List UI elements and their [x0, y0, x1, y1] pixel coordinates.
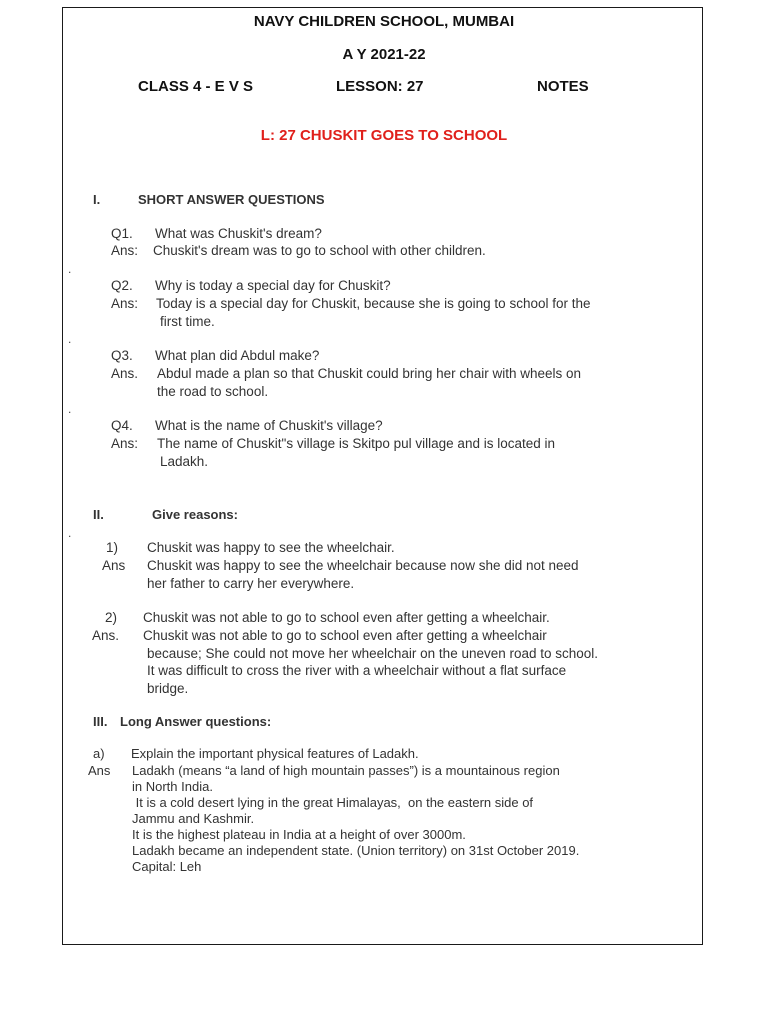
reason-2-ans-line: It was difficult to cross the river with a wheelchair without a flat surface	[147, 663, 567, 678]
q2-label: Q2.	[111, 278, 133, 293]
section-2-number: II.	[93, 507, 104, 522]
long-a-ans-line: It is the highest plateau in India at a height of over 3000m.	[132, 827, 466, 842]
q2-ans-line: Today is a special day for Chuskit, because she is going to school for the	[156, 296, 591, 311]
section-1-title: SHORT ANSWER QUESTIONS	[138, 192, 325, 207]
q4-text: What is the name of Chuskit's village?	[155, 418, 383, 433]
reason-2-ans-line: Chuskit was not able to go to school even after getting a wheelchair	[143, 628, 547, 643]
margin-dot: .	[68, 526, 72, 540]
section-3-number: III.	[93, 714, 108, 729]
lesson-label: LESSON: 27	[336, 78, 424, 95]
margin-dot: .	[68, 262, 72, 276]
reason-1-number: 1)	[106, 540, 119, 555]
long-a-ans-line: It is a cold desert lying in the great Himalayas, on the eastern side of	[132, 795, 534, 810]
q2-ans-label: Ans:	[111, 296, 139, 311]
reason-2-question: Chuskit was not able to go to school even after getting a wheelchair.	[143, 610, 550, 625]
long-a-number: a)	[93, 746, 105, 761]
school-name: NAVY CHILDREN SCHOOL, MUMBAI	[253, 13, 515, 30]
q1-ans-line: Chuskit's dream was to go to school with other children.	[153, 243, 486, 258]
long-a-ans-line: Jammu and Kashmir.	[132, 811, 255, 826]
q4-ans-label: Ans:	[111, 436, 139, 451]
q3-text: What plan did Abdul make?	[155, 348, 320, 363]
academic-year: A Y 2021-22	[342, 46, 426, 63]
q3-ans-line: Abdul made a plan so that Chuskit could bring her chair with wheels on	[157, 366, 581, 381]
q1-ans-label: Ans:	[111, 243, 139, 258]
class-label: CLASS 4 - E V S	[138, 78, 254, 95]
q1-text: What was Chuskit's dream?	[155, 226, 322, 241]
q2-text: Why is today a special day for Chuskit?	[155, 278, 391, 293]
long-a-ans-line: in North India.	[132, 779, 213, 794]
long-a-ans-line: Ladakh (means “a land of high mountain passes”) is a mountainous region	[132, 763, 560, 778]
q4-label: Q4.	[111, 418, 133, 433]
margin-dot: .	[68, 402, 72, 416]
lesson-title: L: 27 CHUSKIT GOES TO SCHOOL	[260, 127, 508, 144]
reason-1-ans-line: her father to carry her everywhere.	[147, 576, 355, 591]
long-a-ans-line: Ladakh became an independent state. (Union territory) on 31st October 2019.	[132, 843, 580, 858]
q3-label: Q3.	[111, 348, 133, 363]
section-2-title: Give reasons:	[152, 507, 238, 522]
long-a-ans-label: Ans	[88, 763, 111, 778]
q3-ans-label: Ans.	[111, 366, 139, 381]
q4-ans-line: Ladakh.	[160, 454, 209, 469]
long-a-ans-line: Capital: Leh	[132, 859, 202, 874]
reason-1-question: Chuskit was happy to see the wheelchair.	[147, 540, 395, 555]
q4-ans-line: The name of Chuskit"s village is Skitpo pul village and is located in	[157, 436, 555, 451]
section-1-number: I.	[93, 192, 101, 207]
q1-label: Q1.	[111, 226, 133, 241]
reason-2-ans-line: because; She could not move her wheelchair on the uneven road to school.	[147, 646, 599, 661]
long-a-question: Explain the important physical features of Ladakh.	[131, 746, 419, 761]
reason-2-ans-label: Ans.	[92, 628, 120, 643]
q2-ans-line: first time.	[160, 314, 215, 329]
margin-dot: .	[68, 332, 72, 346]
reason-2-ans-line: bridge.	[147, 681, 189, 696]
notes-label: NOTES	[537, 78, 589, 95]
reason-2-number: 2)	[105, 610, 118, 625]
reason-1-ans-line: Chuskit was happy to see the wheelchair because now she did not need	[147, 558, 579, 573]
section-3-title: Long Answer questions:	[120, 714, 272, 729]
reason-1-ans-label: Ans	[102, 558, 126, 573]
q3-ans-line: the road to school.	[157, 384, 269, 399]
